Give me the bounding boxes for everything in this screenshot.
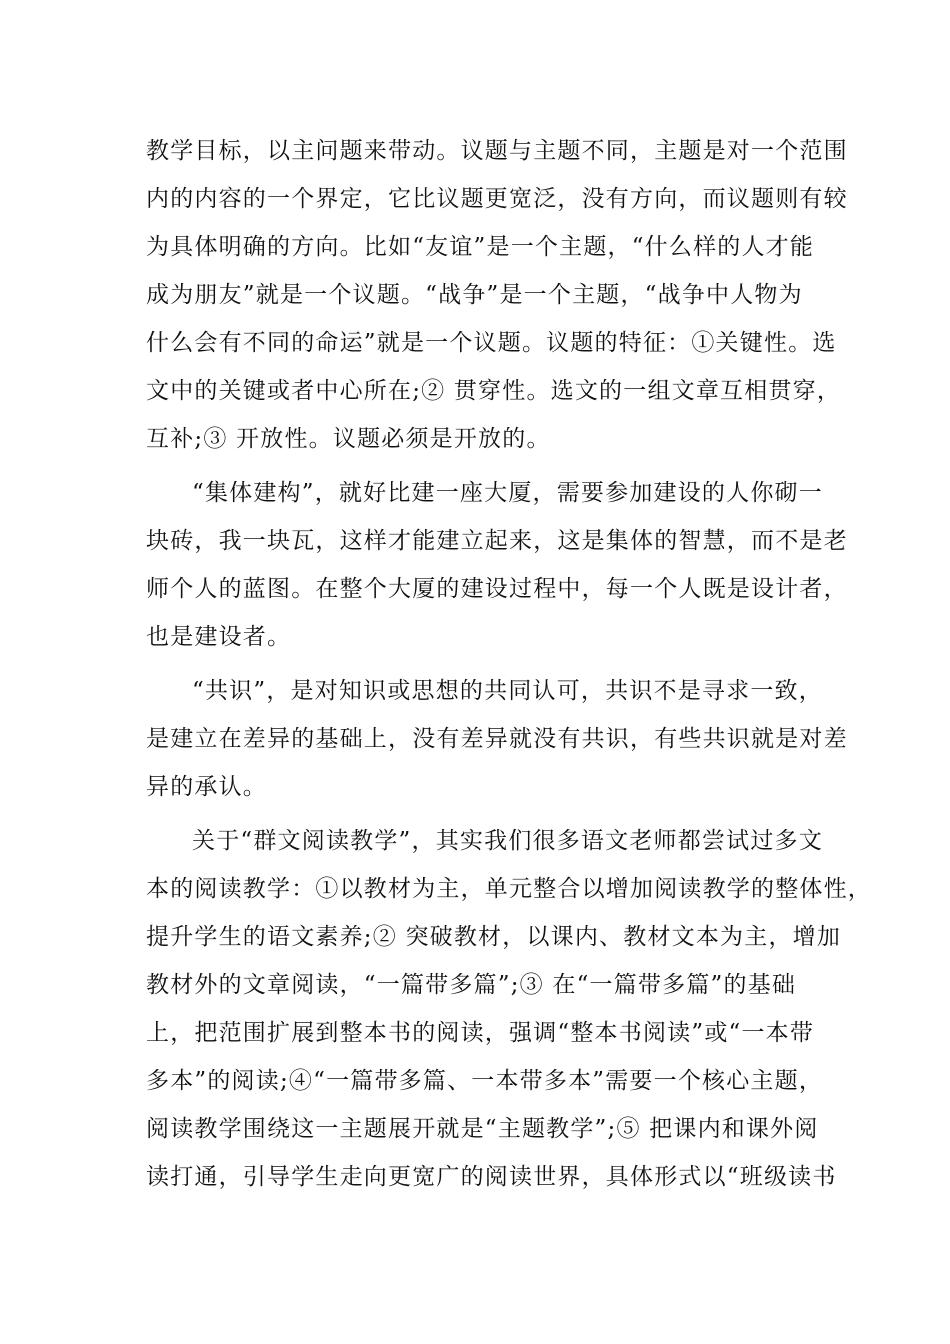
text-line: 阅读教学围绕这一主题展开就是“主题教学”;⑤ 把课内和课外阅 bbox=[146, 1116, 819, 1142]
text-line: 师个人的蓝图。在整个大厦的建设过程中，每一个人既是设计者， bbox=[146, 576, 848, 602]
text-line: 提升学生的语文素养;② 突破教材，以课内、教材文本为主，增加 bbox=[146, 924, 842, 950]
text-line: “共识”，是对知识或思想的共同认可，共识不是寻求一致， bbox=[192, 678, 823, 704]
document-body bbox=[146, 127, 872, 1201]
text-line: 文中的关键或者中心所在;② 贯穿性。选文的一组文章互相贯穿， bbox=[146, 378, 842, 404]
paragraph bbox=[146, 127, 848, 463]
paragraph bbox=[146, 817, 872, 1201]
text-line: 成为朋友”就是一个议题。“战争”是一个主题，“战争中人物为 bbox=[146, 282, 803, 308]
text-line: 也是建设者。 bbox=[146, 624, 292, 650]
paragraph bbox=[146, 469, 848, 661]
text-line: 异的承认。 bbox=[146, 774, 267, 800]
text-line: 上，把范围扩展到整本书的阅读，强调“整本书阅读”或“一本带 bbox=[146, 1020, 815, 1046]
text-line: 块砖，我一块瓦，这样才能建立起来，这是集体的智慧，而不是老 bbox=[146, 528, 848, 554]
text-line: 什么会有不同的命运”就是一个议题。议题的特征：①关键性。选 bbox=[146, 330, 837, 356]
text-line: 关于“群文阅读教学”，其实我们很多语文老师都尝试过多文 bbox=[192, 828, 823, 854]
paragraph bbox=[146, 667, 848, 811]
text-line: 读打通，引导学生走向更宽广的阅读世界，具体形式以“班级读书 bbox=[146, 1164, 837, 1190]
text-line: 教材外的文章阅读，“一篇带多篇”;③ 在“一篇带多篇”的基础 bbox=[146, 972, 797, 998]
text-line: 教学目标，以主问题来带动。议题与主题不同，主题是对一个范围 bbox=[146, 138, 848, 164]
text-line: 内的内容的一个界定，它比议题更宽泛，没有方向，而议题则有较 bbox=[146, 186, 848, 212]
text-line: 是建立在差异的基础上，没有差异就没有共识，有些共识就是对差 bbox=[146, 726, 848, 752]
text-line: 多本”的阅读;④“一篇带多篇、一本带多本”需要一个核心主题， bbox=[146, 1068, 824, 1094]
text-line: 本的阅读教学：①以教材为主，单元整合以增加阅读教学的整体性， bbox=[146, 876, 872, 902]
text-line: 互补;③ 开放性。议题必须是开放的。 bbox=[146, 426, 551, 452]
text-line: 为具体明确的方向。比如“友谊”是一个主题，“什么样的人才能 bbox=[146, 234, 815, 260]
text-line: “集体建构”，就好比建一座大厦，需要参加建设的人你砌一 bbox=[192, 480, 823, 506]
